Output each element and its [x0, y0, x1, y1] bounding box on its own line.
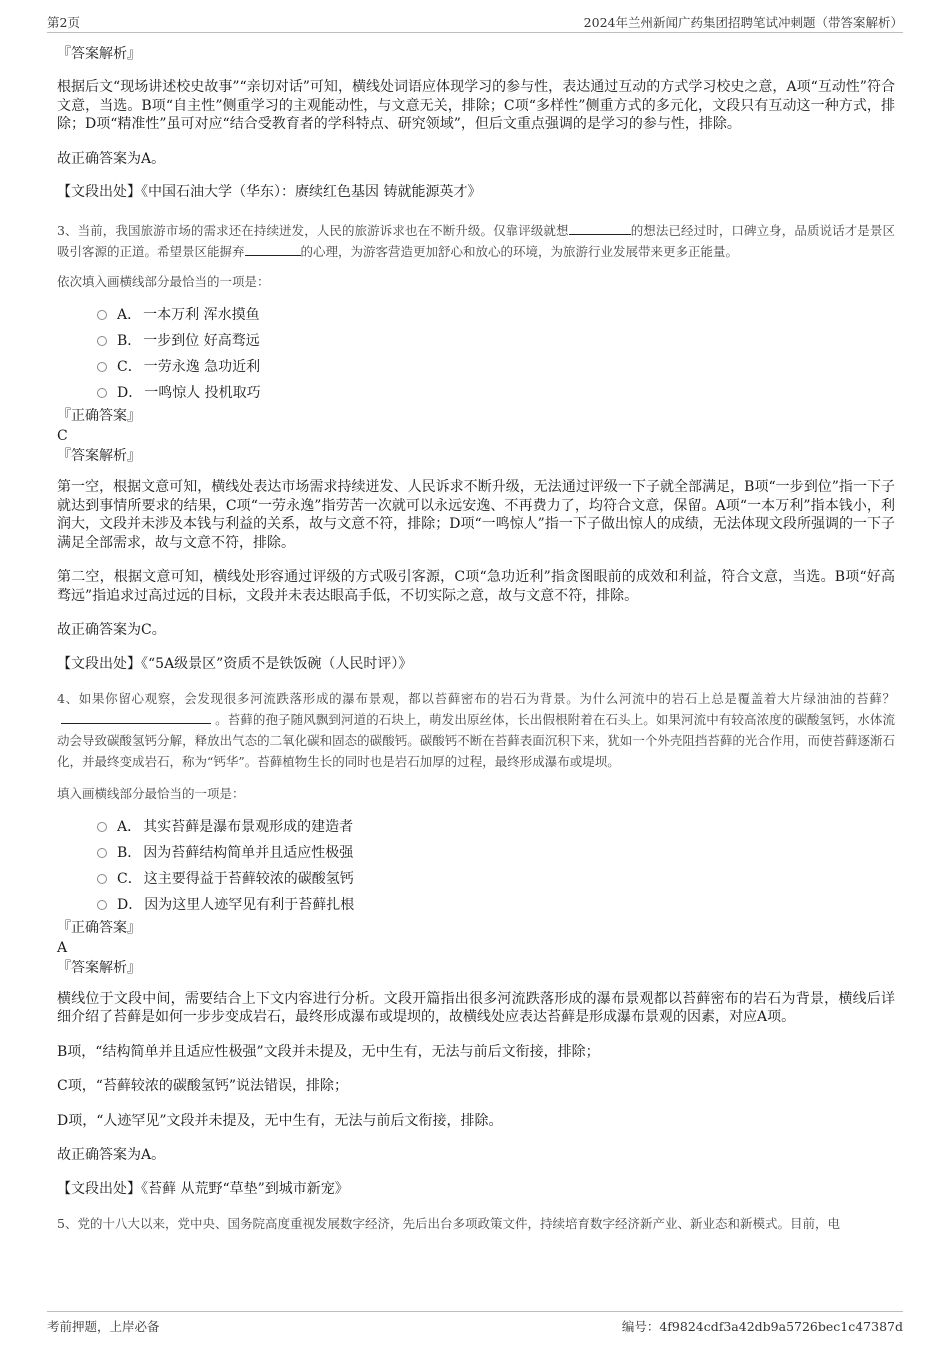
q4-analysis-4: D项，“人迹罕见”文段并未提及，无中生有，无法与前后文衔接，排除。 — [57, 1112, 503, 1129]
q4-question-text: 4、如果你留心观察，会发现很多河流跌落形成的瀑布景观，都以苔藓密布的岩石为背景。为什么河流中的岩石上总是覆盖着大片绿油油的苔藓？。苔藓的孢子随风飘到河道的石块上，萌发出原丝体，长出假根附着在石头上。如果河流中有较高浓度的碳酸氢钙，水体流动会导致碳酸氢钙分解，释放出气态的二氧化碳和固态的碳酸钙。碳酸钙不断在苔藓表面沉积下来，犹如一个外壳阻挡苔藓的光合作用，而使苔藓逐渐石化，并最终变成岩石，称为“钙华”。苔藓植物生长的同时也是岩石加厚的过程，最终形成瀑布或堤坝。 — [57, 690, 895, 769]
q3-correct-label: 『正确答案』 — [57, 408, 141, 424]
q4-option-c[interactable]: C． 这主要得益于苔藓较浓的碳酸氢钙 — [97, 866, 895, 892]
q3-analysis-2: 第二空，根据文意可知，横线处形容通过评级的方式吸引客源，C项“急功近利”指贪图眼前的成效和利益，符合文意，当选。B项“好高骛远”指追求过高过远的目标，文段并未表达眼高手低，不切实际之意，故与文意不符，排除。 — [57, 569, 895, 604]
q3-options — [57, 302, 895, 406]
radio-icon[interactable] — [97, 848, 107, 858]
radio-icon[interactable] — [97, 362, 107, 372]
document-title: 2024年兰州新闻广药集团招聘笔试冲刺题（带答案解析） — [583, 15, 903, 30]
radio-icon[interactable] — [97, 336, 107, 346]
q3-analysis-label: 『答案解析』 — [57, 448, 141, 464]
q3-option-c[interactable]: C． 一劳永逸 急功近利 — [97, 354, 895, 380]
q4-analysis-2: B项，“结构简单并且适应性极强”文段并未提及，无中生有，无法与前后文衔接，排除； — [57, 1043, 600, 1060]
page-number: 第2页 — [47, 15, 80, 30]
q4-source: 【文段出处】《苔藓 从荒野“草垫”到城市新宠》 — [57, 1180, 349, 1197]
q4-analysis-3: C项，“苔藓较浓的碳酸氢钙”说法错误，排除； — [57, 1078, 349, 1094]
q3-option-d[interactable]: D． 一鸣惊人 投机取巧 — [97, 380, 895, 406]
q3-option-a[interactable]: A． 一本万利 浑水摸鱼 — [97, 302, 895, 328]
page-header — [47, 10, 903, 33]
radio-icon[interactable] — [97, 874, 107, 884]
q3-blank-1 — [569, 220, 631, 235]
q3-question-text: 3、当前，我国旅游市场的需求还在持续迸发，人民的旅游诉求也在不断升级。仅靠评级就想 的想法已经过时，口碑立身，品质说话才是景区吸引客源的正道。希望景区能摒弃 的心理，为游客营造更加舒心和放心的环境，为旅游行业发展带来更多正能量。 — [57, 220, 895, 262]
document-code: 编号：4f9824cdf3a42db9a5726bec1c47387d — [621, 1319, 903, 1334]
q4-correct-label: 『正确答案』 — [57, 919, 141, 936]
q4-option-b[interactable]: B． 因为苔藓结构简单并且适应性极强 — [97, 840, 895, 866]
q4-analysis-1: 横线位于文段中间，需要结合上下文内容进行分析。文段开篇指出很多河流跌落形成的瀑布景观都以苔藓密布的岩石为背景，横线后详细介绍了苔藓是如何一步步变成岩石，最终形成瀑布或堤坝的，故横线处应表达苔藓是形成瀑布景观的因素，对应A项。 — [57, 990, 895, 1025]
q4-blank — [61, 709, 211, 724]
radio-icon[interactable] — [97, 388, 107, 398]
q2-analysis-label: 『答案解析』 — [57, 46, 141, 62]
q3-conclusion: 故正确答案为C。 — [57, 622, 166, 638]
page-footer — [47, 1311, 903, 1338]
q2-source: 【文段出处】《中国石油大学（华东）：赓续红色基因 铸就能源英才》 — [57, 184, 482, 200]
q2-conclusion: 故正确答案为A。 — [57, 150, 166, 167]
footer-slogan: 考前押题，上岸必备 — [47, 1319, 160, 1334]
q3-analysis-1: 第一空，根据文意可知，横线处表达市场需求持续迸发、人民诉求不断升级，无法通过评级一下子就全部满足，B项“一步到位”指一下子就达到事情所要求的结果，C项“一劳永逸”指劳苦一次就可以永远安逸、不再费力了，均符合文意，保留。A项“一本万利”指本钱小，利润大，文段并未涉及本钱与利益的关系，故与文意不符，排除；D项“一鸣惊人”指一下子做出惊人的成绩，无法体现文段所强调的一下子满足全部需求，故与文意不符，排除。 — [57, 479, 895, 551]
q4-option-a[interactable]: A． 其实苔藓是瀑布景观形成的建造者 — [97, 814, 895, 840]
radio-icon[interactable] — [97, 900, 107, 910]
q2-analysis-text: 根据后文“现场讲述校史故事”“亲切对话”可知，横线处词语应体现学习的参与性，表达通过互动的方式学习校史之意，A项“互动性”符合文意，当选。B项“自主性”侧重学习的主观能动性，与文意无关，排除；C项“多样性”侧重方式的多元化，文段只有互动这一种方式，排除；D项“精准性”虽可对应“结合受教育者的学科特点、研究领域”，但后文重点强调的是学习的参与性，排除。 — [57, 79, 895, 132]
q4-conclusion: 故正确答案为A。 — [57, 1147, 166, 1163]
q4-analysis-label: 『答案解析』 — [57, 959, 141, 976]
q4-correct-answer: A — [57, 939, 68, 956]
q4-prompt: 填入画横线部分最恰当的一项是： — [57, 785, 245, 801]
radio-icon[interactable] — [97, 310, 107, 320]
q3-option-b[interactable]: B． 一步到位 好高骛远 — [97, 328, 895, 354]
q3-correct-answer: C — [57, 428, 68, 444]
q3-prompt: 依次填入画横线部分最恰当的一项是： — [57, 274, 270, 289]
document-body — [57, 44, 895, 1234]
q3-source: 【文段出处】《“5A级景区”资质不是铁饭碗（人民时评）》 — [57, 655, 413, 672]
q4-options — [57, 814, 895, 918]
q4-option-d[interactable]: D． 因为这里人迹罕见有利于苔藓扎根 — [97, 892, 895, 918]
q5-question-text: 5、党的十八大以来，党中央、国务院高度重视发展数字经济，先后出台多项政策文件，持续培育数字经济新产业、新业态和新模式。目前，电 — [57, 1215, 840, 1231]
q3-blank-2 — [245, 241, 301, 256]
radio-icon[interactable] — [97, 822, 107, 832]
